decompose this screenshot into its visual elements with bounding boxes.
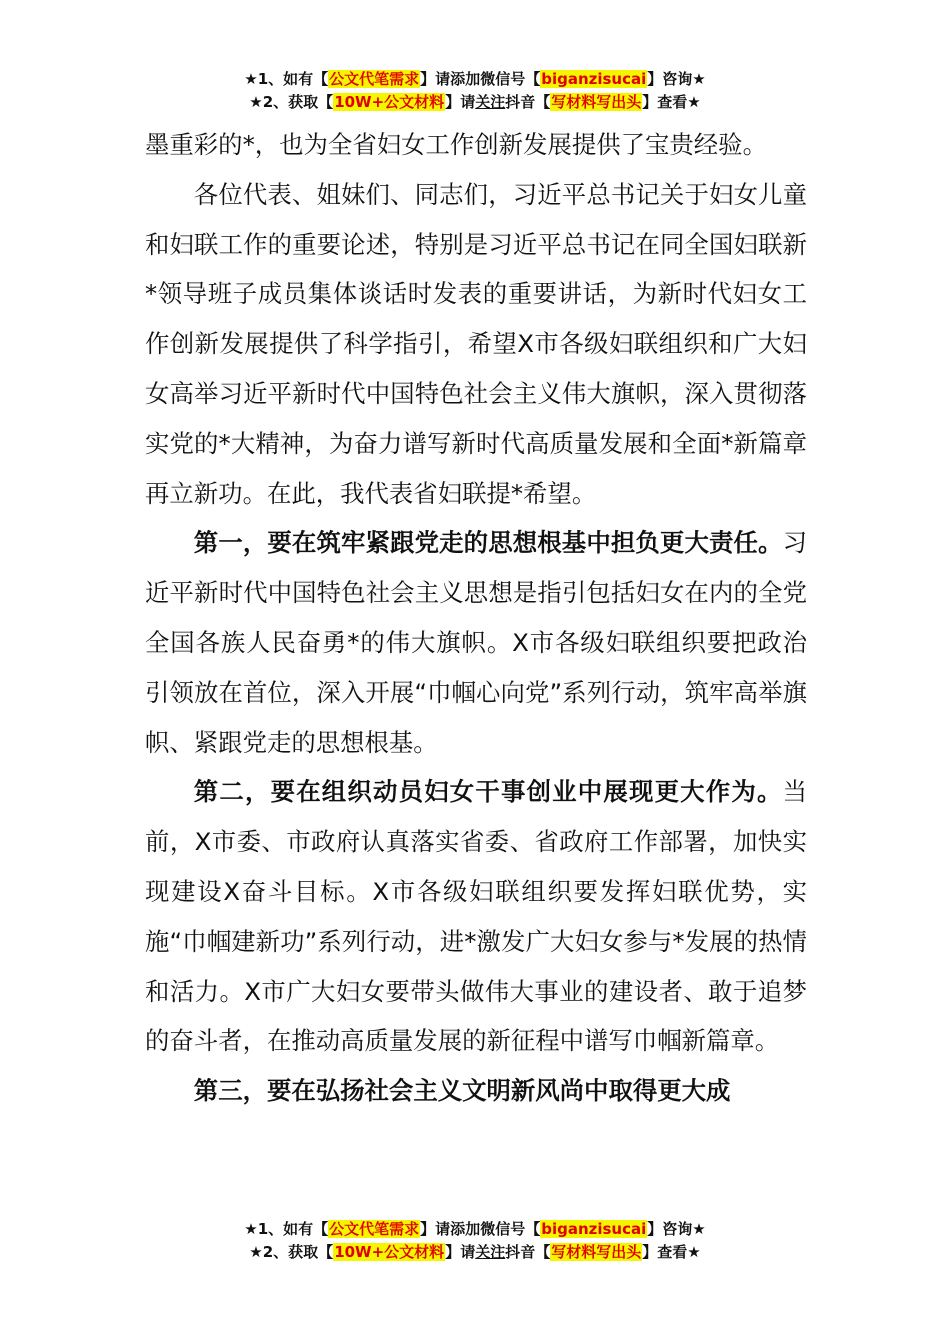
ad-line-1: ★1、如有【公文代笔需求】请添加微信号【biganzisucai】咨询★ [244, 70, 706, 88]
header-ad-banner [0, 68, 950, 114]
paragraph: 第二，要在组织动员妇女干事创业中展现更大作为。当前，X市委、市政府认真落实省委、省政府工作部署，加快实现建设X奋斗目标。X市各级妇联组织要发挥妇联优势，实施“巾帼建新功”系列行动，进*激发广大妇女参与*发展的热情和活力。X市广大妇女要带头做伟大事业的建设者、敢于追梦的奋斗者，在推动高质量发展的新征程中谱写巾帼新篇章。 [145, 777, 807, 1056]
highlight-service: 公文代笔需求 [329, 70, 420, 88]
highlight-materials: 10W+公文材料 [334, 1243, 445, 1261]
paragraph: 第一，要在筑牢紧跟党走的思想根基中担负更大责任。习近平新时代中国特色社会主义思想是指引包括妇女在内的全党全国各族人民奋勇*的伟大旗帜。X市各级妇联组织要把政治引领放在首位，深入开展“巾帼心向党”系列行动，筑牢高举旗帜、紧跟党走的思想根基。 [145, 528, 807, 757]
highlight-wechat-id: biganzisucai [541, 1220, 647, 1238]
ad-line-1: ★1、如有【公文代笔需求】请添加微信号【biganzisucai】咨询★ [244, 1220, 706, 1238]
highlight-douyin-id: 写材料写出头 [551, 1243, 642, 1261]
footer-ad-banner [0, 1218, 950, 1264]
paragraph: 各位代表、姐妹们、同志们，习近平总书记关于妇女儿童和妇联工作的重要论述，特别是习近平总书记在同全国妇联新*领导班子成员集体谈话时发表的重要讲话，为新时代妇女工作创新发展提供了科学指引，希望X市各级妇联组织和广大妇女高举习近平新时代中国特色社会主义伟大旗帜，深入贯彻落实党的*大精神，为奋力谱写新时代高质量发展和全面*新篇章再立新功。在此，我代表省妇联提*希望。 [145, 179, 807, 508]
point-heading: 第三，要在弘扬社会主义文明新风尚中取得更大成 [193, 1076, 731, 1106]
point-heading: 第二，要在组织动员妇女干事创业中展现更大作为。 [193, 777, 783, 807]
paragraph [145, 1066, 807, 1116]
highlight-wechat-id: biganzisucai [541, 70, 647, 88]
paragraph: 墨重彩的*，也为全省妇女工作创新发展提供了宝贵经验。 [145, 130, 767, 159]
document-body [145, 120, 807, 1116]
highlight-service: 公文代笔需求 [329, 1220, 420, 1238]
ad-line-2: ★2、获取【10W+公文材料】请关注抖音【写材料写出头】查看★ [249, 1243, 701, 1261]
highlight-douyin-id: 写材料写出头 [551, 93, 642, 111]
ad-line-2: ★2、获取【10W+公文材料】请关注抖音【写材料写出头】查看★ [249, 93, 701, 111]
point-heading: 第一，要在筑牢紧跟党走的思想根基中担负更大责任。 [193, 528, 783, 558]
highlight-materials: 10W+公文材料 [334, 93, 445, 111]
